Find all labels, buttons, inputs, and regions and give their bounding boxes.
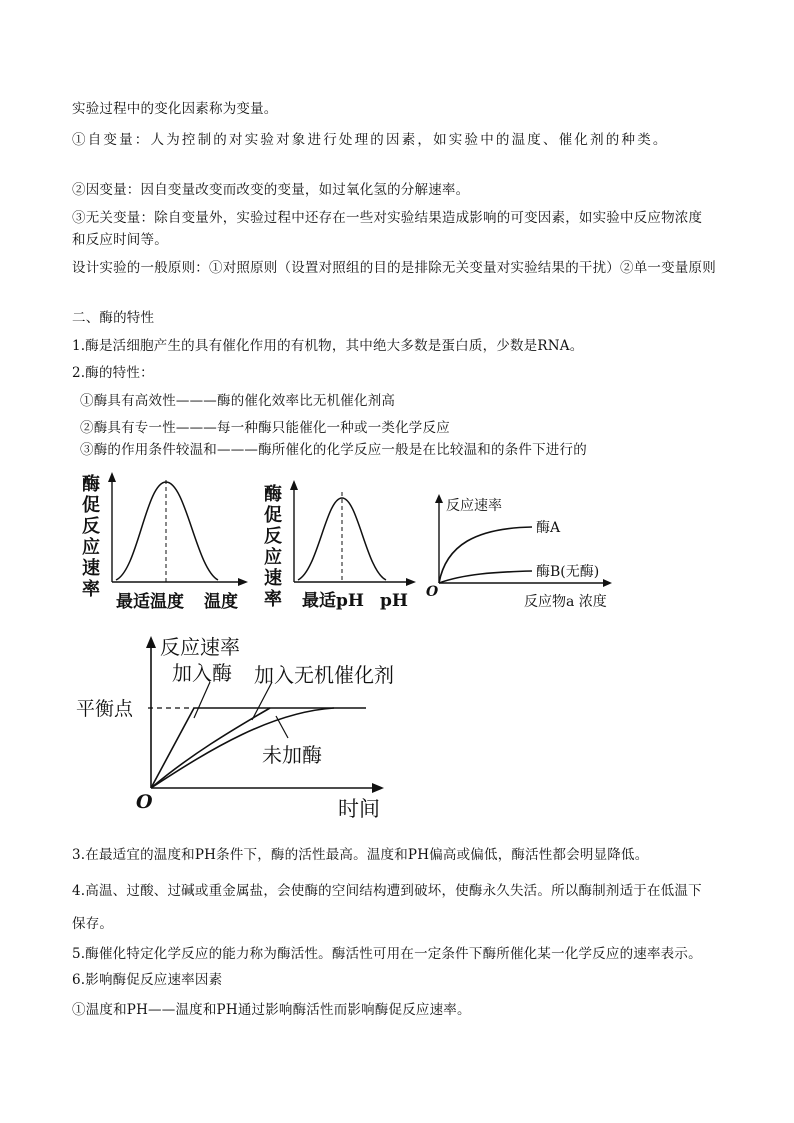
fig1-ylabel-char: 促 — [82, 495, 100, 516]
fig2-ylabel-char: 酶 — [264, 484, 282, 505]
fig4-origin: O — [136, 791, 153, 813]
text-line-2: ①自变量：人为控制的对实验对象进行处理的因素，如实验中的温度、催化剂的种类。 — [72, 132, 669, 148]
fig3-label-b: 酶B(无酶) — [536, 564, 600, 580]
fig1-ylabel-char: 速 — [82, 558, 100, 579]
text-line-10: ①酶具有高效性———酶的催化效率比无机催化剂高 — [80, 393, 396, 409]
text-line-6: 设计实验的一般原则：①对照原则（设置对照组的目的是排除无关变量对实验结果的干扰）②单一变量原则 — [72, 260, 716, 276]
fig4-equilibrium-label: 平衡点 — [76, 698, 134, 720]
fig1-ylabel-char: 酶 — [82, 474, 100, 495]
text-line-3: ②因变量：因自变量改变而改变的变量，如过氧化氢的分解速率。 — [72, 182, 470, 198]
text-line-9: 2.酶的特性： — [72, 365, 154, 381]
fig1-curve — [116, 482, 218, 580]
temperature-curve-figure — [78, 470, 253, 615]
text-line-16: 5.酶催化特定化学反应的能力称为酶活性。酶活性可用在一定条件下酶所催化某一化学反应的速率表示。 — [72, 946, 702, 962]
fig4-xlabel: 时间 — [338, 797, 380, 821]
text-line-4: ③无关变量：除自变量外，实验过程中还存在一些对实验结果造成影响的可变因素，如实验中反应物浓度 — [72, 210, 703, 226]
fig3-xlabel: 反应物a 浓度 — [524, 594, 607, 610]
fig4-pointer-inorganic — [252, 682, 272, 720]
fig2-ylabel-char: 速 — [264, 568, 282, 589]
text-line-5: 和反应时间等。 — [72, 232, 168, 248]
fig3-curve-b — [439, 571, 532, 583]
fig4-label-inorganic: 加入无机催化剂 — [254, 663, 394, 687]
fig3-x-arrow — [603, 579, 612, 587]
fig3-y-arrow — [435, 494, 443, 503]
fig1-x-arrow — [238, 578, 248, 586]
fig2-x-arrow — [406, 578, 416, 586]
text-line-12: ③酶的作用条件较温和———酶所催化的化学反应一般是在比较温和的条件下进行的 — [80, 442, 587, 458]
fig2-y-arrow — [290, 480, 298, 490]
fig3-origin: O — [426, 584, 439, 600]
fig4-pointer-enzyme — [194, 682, 210, 718]
text-line-17: 6.影响酶促反应速率因素 — [72, 972, 223, 988]
fig2-ylabel-char: 反 — [264, 526, 282, 547]
fig2-xlabel-ph: pH — [380, 591, 408, 611]
fig4-x-arrow — [372, 783, 384, 793]
fig2-ylabel-char: 率 — [264, 589, 282, 610]
fig1-xlabel-temp: 温度 — [204, 592, 238, 612]
text-line-11: ②酶具有专一性———每一种酶只能催化一种或一类化学反应 — [80, 420, 450, 436]
fig1-y-arrow — [108, 472, 116, 482]
text-line-18: ①温度和PH——温度和PH通过影响酶活性而影响酶促反应速率。 — [72, 1002, 471, 1018]
text-line-14: 4.高温、过酸、过碱或重金属盐，会使酶的空间结构遭到破坏，使酶永久失活。所以酶制剂适于在低温下 — [72, 883, 702, 899]
fig4-ylabel: 反应速率 — [160, 635, 240, 659]
fig1-ylabel-char: 率 — [82, 579, 100, 600]
fig3-curve-a — [439, 527, 532, 583]
fig4-y-arrow — [146, 636, 156, 648]
text-line-1: 实验过程中的变化因素称为变量。 — [72, 101, 278, 117]
fig1-ylabel-char: 反 — [82, 516, 100, 537]
fig4-pointer-none — [276, 716, 288, 738]
text-line-13: 3.在最适宜的温度和PH条件下，酶的活性最高。温度和PH偏高或偏低，酶活性都会明显降低。 — [72, 847, 649, 863]
fig1-xlabel-optimum: 最适温度 — [116, 592, 184, 612]
fig3-ylabel: 反应速率 — [446, 498, 502, 514]
fig2-ylabel-char: 应 — [264, 547, 282, 568]
fig3-label-a: 酶A — [536, 520, 561, 536]
fig2-curve — [298, 498, 386, 580]
fig4-curve-enzyme — [151, 708, 194, 788]
fig1-ylabel-char: 应 — [82, 537, 100, 558]
ph-curve-figure — [262, 478, 422, 618]
reaction-time-figure — [72, 630, 422, 825]
fig2-xlabel-optimum: 最适pH — [302, 591, 364, 611]
fig4-label-enzyme: 加入酶 — [172, 661, 232, 685]
fig2-ylabel-char: 促 — [264, 505, 282, 526]
text-line-8: 1.酶是活细胞产生的具有催化作用的有机物，其中绝大多数是蛋白质，少数是RNA。 — [72, 338, 584, 354]
enzyme-ab-figure — [424, 490, 624, 612]
fig4-label-none: 未加酶 — [262, 743, 322, 767]
text-line-15: 保存。 — [72, 916, 114, 932]
section-heading: 二、酶的特性 — [72, 310, 155, 326]
